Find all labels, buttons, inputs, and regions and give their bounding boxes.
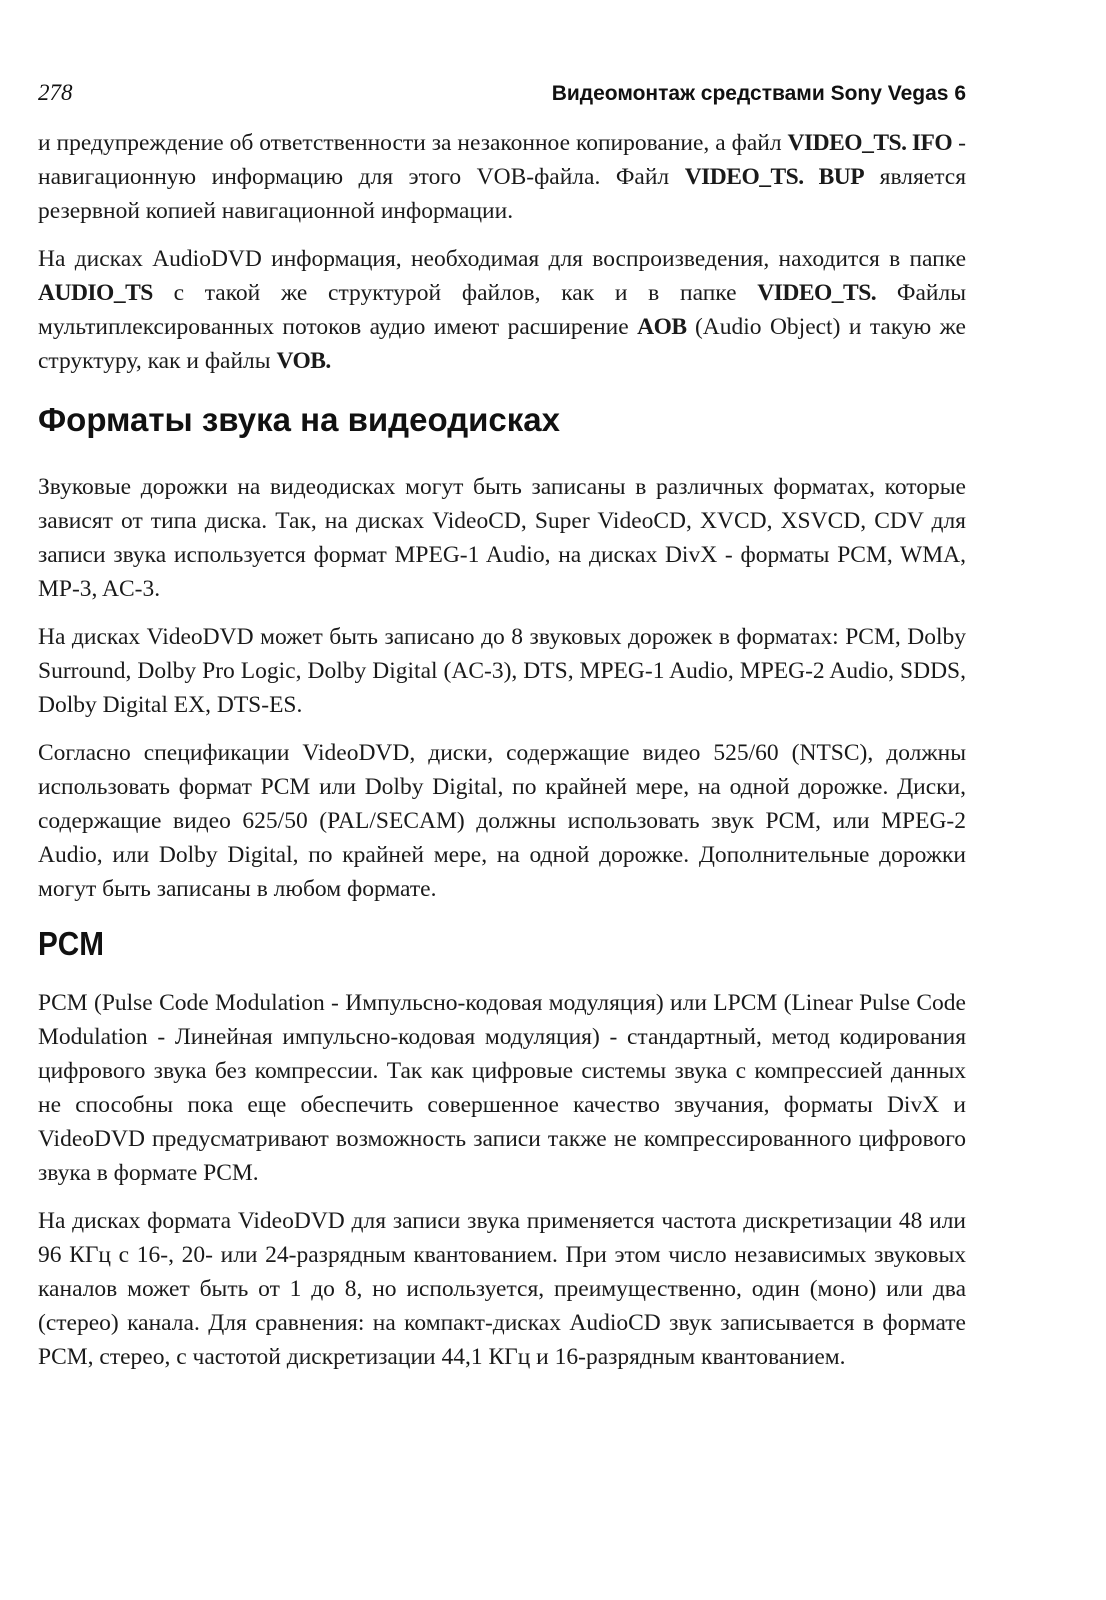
term-video-ts-ifo: VIDEO_TS. IFO [787, 130, 953, 156]
section1-paragraph-1: Звуковые дорожки на видеодисках могут быть записаны в различных форматах, которые зависят от типа диска. Так, на дисках VideoCD, Super VideoCD, XVCD, XSVCD, CDV для записи звука используется формат MPEG-1 Audio, на дисках DivX - форматы PCM, WMA, MP-3, AC-3. [38, 474, 966, 602]
book-title: Видеомонтаж средствами Sony Vegas 6 [551, 82, 966, 105]
text-run: На дисках AudioDVD информация, необходимая для воспроизведения, находится в папке [38, 246, 966, 272]
section2-paragraph-2: На дисках формата VideoDVD для записи звука применяется частота дискретизации 48 или 96 КГц с 16-, 20- или 24-разрядным квантованием. При этом число независимых звуковых каналов может быть от 1 до 8, но используется, преимущественно, один (моно) или два (стерео) канала. Для сравнения: на компакт-дисках AudioCD звук записывается в формате PCM, стерео, с частотой дискретизации 44,1 КГц и 16-разрядным квантованием. [38, 1208, 966, 1370]
running-header [38, 80, 966, 106]
section1-paragraph-2: На дисках VideoDVD может быть записано до 8 звуковых дорожек в форматах: PCM, Dolby Surround, Dolby Pro Logic, Dolby Digital (AC-3), DTS, MPEG-1 Audio, MPEG-2 Audio, SDDS, Dolby Digital EX, DTS-ES. [38, 624, 966, 718]
intro-paragraph-2 [38, 242, 966, 378]
section2-paragraph-1: PCM (Pulse Code Modulation - Импульсно-кодовая модуляция) или LPCM (Linear Pulse Code Modulation - Линейная импульсно-кодовая модуляция) - стандартный, метод кодирования цифрового звука без компрессии. Так как цифровые системы звука с компрессией данных не способны пока еще обеспечить совершенное качество звучания, форматы DivX и VideoDVD предусматривают возможность записи также не компрессированного цифрового звука в формате PCM. [38, 990, 966, 1186]
term-aob: AOB [637, 314, 687, 340]
text-run: (Audio Object) и такую же структуру, как и файлы [38, 314, 966, 374]
term-video-ts-bup: VIDEO_TS. BUP [684, 164, 865, 190]
term-audio-ts: AUDIO_TS [38, 280, 153, 306]
text-run: и предупреждение об ответственности за незаконное копирование, а файл [38, 130, 788, 156]
section1-paragraph-3: Согласно спецификации VideoDVD, диски, содержащие видео 525/60 (NTSC), должны использовать формат PCM или Dolby Digital, по крайней мере, на одной дорожке. Диски, содержащие видео 625/50 (PAL/SECAM) должны использовать звук PCM, или MPEG-2 Audio, или Dolby Digital, по крайней мере, на одной дорожке. Дополнительные дорожки могут быть записаны в любом формате. [38, 740, 966, 902]
section-heading-audio-formats: Форматы звука на видеодисках [38, 401, 561, 438]
term-video-ts: VIDEO_TS. [757, 280, 877, 306]
text-run: Файлы мультиплексированных потоков аудио имеют расширение [38, 280, 966, 340]
intro-paragraph-1 [38, 126, 966, 228]
term-vob: VOB. [276, 348, 331, 374]
page-number: 278 [38, 80, 73, 105]
text-run: является резервной копией навигационной информации. [38, 164, 966, 224]
page-content [38, 126, 966, 1388]
text-run: - навигационную информацию для этого VOB-файла. Файл [38, 130, 966, 190]
section-heading-pcm: PCM [38, 925, 105, 962]
text-run: с такой же структурой файлов, как и в папке [152, 280, 758, 306]
